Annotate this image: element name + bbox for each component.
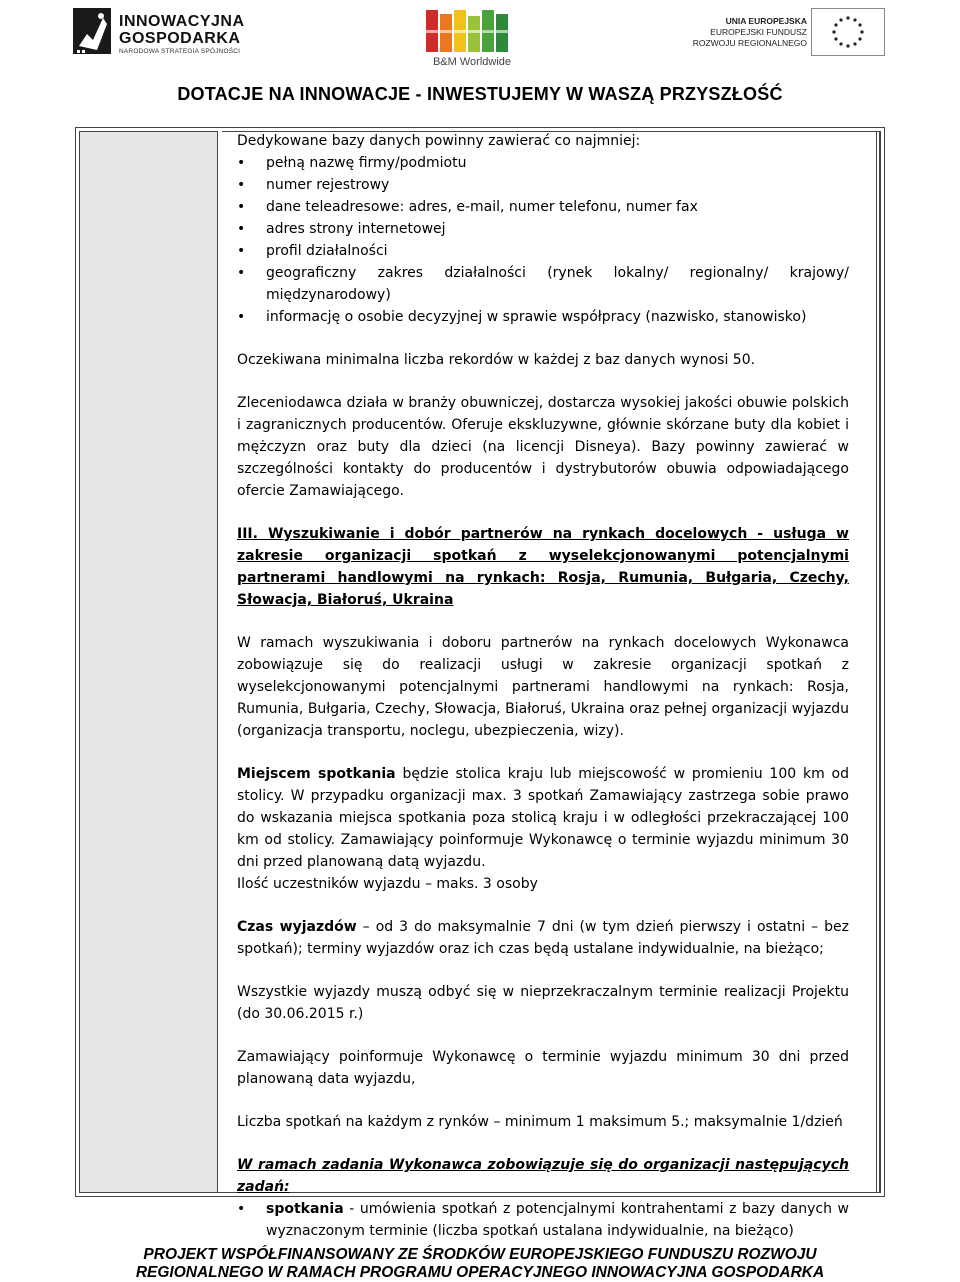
list-item: • dane teleadresowe: adres, e-mail, numer telefonu, numer fax bbox=[237, 196, 849, 218]
bm-bars-icon bbox=[422, 8, 522, 54]
list-item: • informację o osobie decyzyjnej w sprawie współpracy (nazwisko, stanowisko) bbox=[237, 306, 849, 328]
eu-text bbox=[693, 16, 807, 49]
footer-line1: PROJEKT WSPÓŁFINANSOWANY ZE ŚRODKÓW EUROPEJSKIEGO FUNDUSZU ROZWOJU bbox=[143, 1246, 817, 1263]
right-border-inner bbox=[876, 131, 877, 1193]
meeting-place-text: będzie stolica kraju lub miejscowość w promieniu 100 km od stolicy. W przypadku organizacji max. 3 spotkań Zamawiający zastrzega sobie prawo do wskazania miejsca spotkania poza stolicą kraju i w odległości przekraczającej 100 km od stolicy. Zamawiający poinformuje Wykonawcę o terminie wyjazdu minimum 30 dni przed planowaną datą wyjazdu. bbox=[237, 766, 849, 870]
main-content bbox=[237, 130, 849, 1242]
trip-time-label: Czas wyjazdów bbox=[237, 919, 357, 935]
notify-paragraph: Zamawiający poinformuje Wykonawcę o terminie wyjazdu minimum 30 dni przed planowaną data wyjazdu, bbox=[237, 1049, 849, 1087]
meetings-count-paragraph: Liczba spotkań na każdym z rynków – minimum 1 maksimum 5.; maksymalnie 1/dzień bbox=[237, 1114, 843, 1130]
min-records-paragraph: Oczekiwana minimalna liczba rekordów w każdej z baz danych wynosi 50. bbox=[237, 352, 756, 368]
participants-paragraph: Ilość uczestników wyjazdu – maks. 3 osoby bbox=[237, 876, 538, 892]
tasks-heading: W ramach zadania Wykonawca zobowiązuje się do organizacji następujących zadań: bbox=[237, 1157, 849, 1195]
bm-caption: B&M Worldwide bbox=[432, 56, 512, 68]
trip-time-text: – od 3 do maksymalnie 7 dni (w tym dzień pierwszy i ostatni – bez spotkań); terminy wyjazdów oraz ich czas będą ustalane indywidualnie, na bieżąco; bbox=[237, 919, 849, 957]
database-requirements-list bbox=[237, 152, 849, 328]
page-header bbox=[0, 0, 960, 112]
client-description: Zleceniodawca działa w branży obuwniczej, dostarcza wysokiej jakości obuwie polskich i zagranicznych producentów. Oferuje ekskluzywne, głównie skórzane buty dla kobiet i mężczyzn oraz buty dla dzieci (na licencji Disneya). Bazy powinny zawierać w szczególności kontakty do producentów i dystrybutorów obuwia odpowiadającego ofercie Zamawiającego. bbox=[237, 395, 849, 499]
ig-emblem-icon bbox=[73, 6, 115, 56]
list-item: • adres strony internetowej bbox=[237, 218, 849, 240]
meeting-place-paragraph bbox=[237, 763, 849, 873]
list-item: • numer rejestrowy bbox=[237, 174, 849, 196]
ig-subtitle: NARODOWA STRATEGIA SPÓJNOŚCI bbox=[119, 48, 241, 55]
header-motto: DOTACJE NA INNOWACJE - INWESTUJEMY W WASZĄ PRZYSZŁOŚĆ bbox=[177, 84, 783, 104]
database-intro: Dedykowane bazy danych powinny zawierać co najmniej: bbox=[237, 133, 641, 149]
eu-line1: UNIA EUROPEJSKA bbox=[725, 16, 807, 26]
list-item: • pełną nazwę firmy/podmiotu bbox=[237, 152, 849, 174]
meeting-place-label: Miejscem spotkania bbox=[237, 766, 396, 782]
bm-worldwide-logo bbox=[420, 8, 524, 68]
list-item: • geograficzny zakres działalności (rynek lokalny/ regionalny/ krajowy/ międzynarodowy) bbox=[237, 262, 849, 306]
tasks-list bbox=[237, 1198, 849, 1242]
deadline-paragraph: Wszystkie wyjazdy muszą odbyć się w nieprzekraczalnym terminie realizacji Projektu (do 30.06.2015 r.) bbox=[237, 984, 849, 1022]
ig-title-line1: INNOWACYJNA bbox=[119, 13, 245, 30]
section-3-paragraph: W ramach wyszukiwania i doboru partnerów na rynkach docelowych Wykonawca zobowiązuje się do realizacji usługi w zakresie organizacji spotkań z wyselekcjonowanymi potencjalnymi partnerami handlowymi na rynkach: Rosja, Rumunia, Bułgaria, Czechy, Słowacja, Białoruś, Ukraina oraz pełnej organizacji wyjazdu (organizacja transportu, noclegu, ubezpieczenia, wizy). bbox=[237, 635, 849, 739]
list-item bbox=[237, 1198, 849, 1242]
ig-title-line2: GOSPODARKA bbox=[119, 30, 241, 47]
eu-line3: ROZWOJU REGIONALNEGO bbox=[692, 38, 807, 48]
innowacyjna-gospodarka-logo bbox=[73, 6, 268, 58]
eu-flag-icon bbox=[811, 8, 885, 56]
left-column-cell bbox=[79, 131, 218, 1193]
section-3-heading: III. Wyszukiwanie i dobór partnerów na rynkach docelowych - usługa w zakresie organizacji spotkań z wyselekcjonowanymi potencjalnymi partnerami handlowymi na rynkach: Rosja, Rumunia, Bułgaria, Czechy, Słowacja, Białoruś, Ukraina bbox=[237, 526, 849, 608]
footer-line2: REGIONALNEGO W RAMACH PROGRAMU OPERACYJNEGO INNOWACYJNA GOSPODARKA bbox=[135, 1264, 825, 1281]
task-text: - umówienia spotkań z potencjalnymi kontrahentami z bazy danych w wyznaczonym terminie (liczba spotkań ustalana indywidualnie, na bieżąco) bbox=[266, 1201, 849, 1239]
trip-time-paragraph bbox=[237, 916, 849, 960]
eu-logo bbox=[690, 8, 885, 56]
list-item: • profil działalności bbox=[237, 240, 849, 262]
page-footer bbox=[0, 1246, 960, 1282]
eu-line2: EUROPEJSKI FUNDUSZ bbox=[710, 27, 807, 37]
task-label: spotkania bbox=[266, 1201, 344, 1217]
right-border bbox=[879, 131, 881, 1193]
